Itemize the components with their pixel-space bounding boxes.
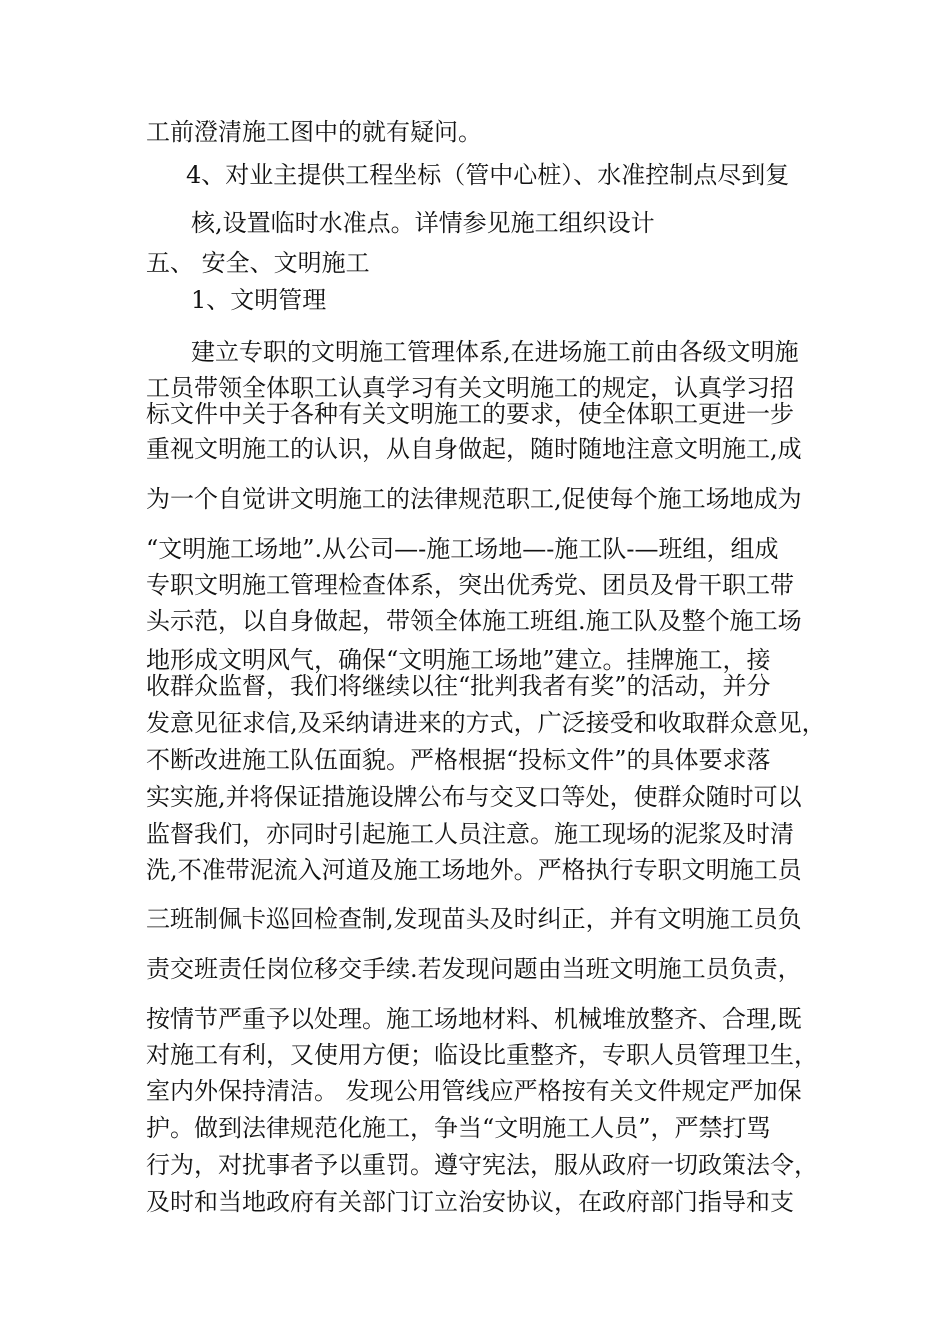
paragraph-line: 护。做到法律规范化施工，争当“文明施工人员”，严禁打骂 [146,1114,771,1142]
paragraph-line: 按情节严重予以处理。施工场地材料、机械堆放整齐、合理,既 [146,1005,802,1033]
paragraph-line: “文明施工场地”.从公司—-施工场地—-施工队-—班组，组成 [146,535,779,563]
paragraph-line: 实实施,并将保证措施设牌公布与交叉口等处，使群众随时可以 [146,783,802,811]
list-item-4: 4、对业主提供工程坐标（管中心桩）、水准控制点尽到复 [186,161,790,189]
paragraph-line: 收群众监督，我们将继续以往“批判我者有奖”的活动，并分 [146,672,771,700]
paragraph-line: 监督我们，亦同时引起施工人员注意。施工现场的泥浆及时清 [146,820,794,848]
paragraph-line: 责交班责任岗位移交手续.若发现问题由当班文明施工员负责， [146,955,802,983]
section-heading: 五、 安全、文明施工 [146,249,370,277]
text-line: 核,设置临时水准点。详情参见施工组织设计 [191,209,655,237]
paragraph-line: 为一个自觉讲文明施工的法律规范职工,促使每个施工场地成为 [146,485,802,513]
paragraph-line: 行为，对扰事者予以重罚。遵守宪法，服从政府一切政策法令， [146,1151,818,1179]
paragraph-line: 重视文明施工的认识，从自身做起，随时随地注意文明施工,成 [146,435,802,463]
paragraph-line: 建立专职的文明施工管理体系,在进场施工前由各级文明施 [191,338,799,366]
paragraph-line: 专职文明施工管理检查体系，突出优秀党、团员及骨干职工带 [146,571,794,599]
paragraph-line: 三班制佩卡巡回检查制,发现苗头及时纠正，并有文明施工员负 [146,905,802,933]
paragraph-line: 及时和当地政府有关部门订立治安协议，在政府部门指导和支 [146,1188,794,1216]
paragraph-line: 地形成文明风气，确保“文明施工场地”建立。挂牌施工，接 [146,646,771,674]
paragraph-line: 不断改进施工队伍面貌。严格根据“投标文件”的具体要求落 [146,746,771,774]
paragraph-line: 发意见征求信,及采纳请进来的方式，广泛接受和收取群众意见， [146,709,826,737]
subsection-heading: 1、文明管理 [191,286,327,314]
paragraph-line: 标文件中关于各种有关文明施工的要求，使全体职工更进一步 [146,400,794,428]
paragraph-line: 室内外保持清洁。 发现公用管线应严格按有关文件规定严加保 [146,1077,802,1105]
text-line: 工前澄清施工图中的就有疑问。 [146,118,482,146]
paragraph-line: 头示范，以自身做起，带领全体施工班组.施工队及整个施工场 [146,607,802,635]
paragraph-line: 洗,不准带泥流入河道及施工场地外。严格执行专职文明施工员 [146,856,802,884]
paragraph-line: 工员带领全体职工认真学习有关文明施工的规定，认真学习招 [146,374,794,402]
paragraph-line: 对施工有利，又使用方便；临设比重整齐，专职人员管理卫生， [146,1041,818,1069]
